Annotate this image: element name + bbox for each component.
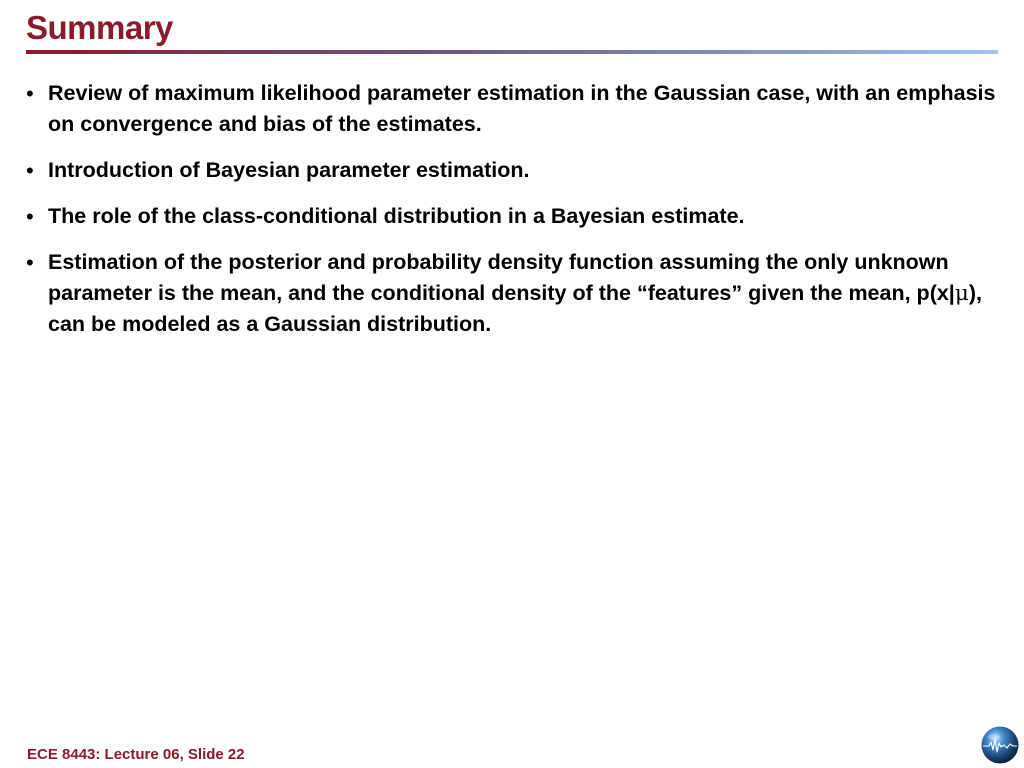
bullet-marker: • <box>26 204 34 229</box>
bullet-marker: • <box>26 158 34 183</box>
bullet-item <box>24 155 1009 186</box>
bullet-marker: • <box>26 81 34 106</box>
bullet-text <box>48 247 1009 340</box>
bullet-text-part: ), can be modeled as a Gaussian distribution. <box>48 281 982 336</box>
slide-title: Summary <box>26 9 173 46</box>
title-divider <box>26 50 998 54</box>
bullet-marker: • <box>26 250 34 275</box>
bullet-item <box>24 247 1009 340</box>
bullet-item <box>24 78 1009 140</box>
bullet-list <box>24 78 1009 355</box>
globe-icon <box>980 725 1020 765</box>
bullet-text: The role of the class-conditional distribution in a Bayesian estimate. <box>48 204 745 228</box>
bullet-text: Review of maximum likelihood parameter estimation in the Gaussian case, with an emphasis on convergence and bias of the estimates. <box>48 81 996 136</box>
bullet-item <box>24 201 1009 232</box>
mu-symbol: μ <box>954 281 969 306</box>
bullet-text: Introduction of Bayesian parameter estimation. <box>48 158 530 182</box>
bullet-text-part: Estimation of the posterior and probability density function assuming the only unknown parameter is the mean, and the conditional density of the “features” given the mean, p(x| <box>48 250 955 305</box>
slide-footer: ECE 8443: Lecture 06, Slide 22 <box>27 746 245 763</box>
